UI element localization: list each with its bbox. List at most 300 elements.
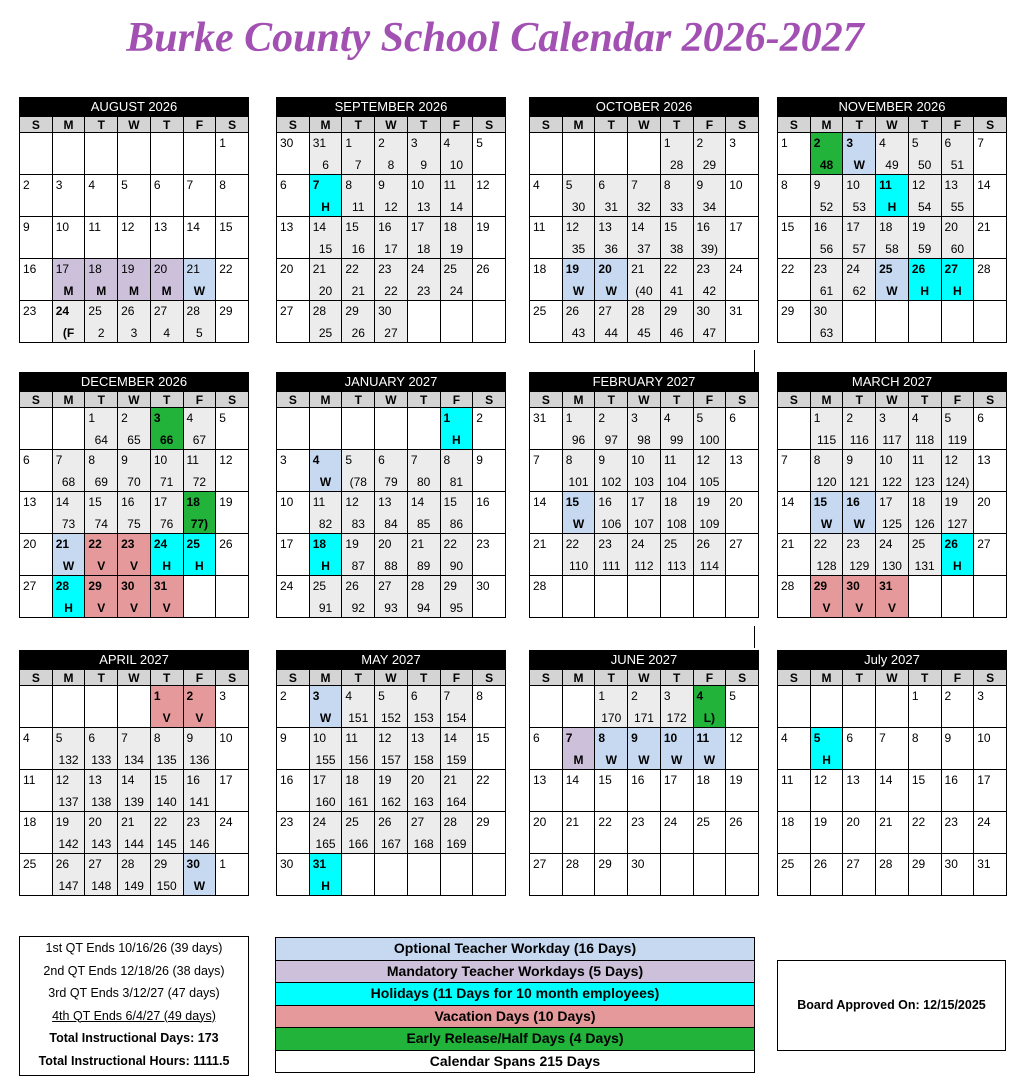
day-number: 8 (88, 453, 96, 467)
weekday-header: W (375, 392, 408, 408)
instructional-day-count: 55 (950, 200, 965, 214)
day-number: 26 (813, 857, 828, 871)
legend-vacation: Vacation Days (10 Days) (275, 1006, 755, 1029)
day-code: M (161, 284, 172, 298)
instructional-day-count: 133 (91, 753, 112, 767)
instructional-day-count: 92 (351, 601, 365, 615)
day-cell (908, 534, 941, 576)
day-number: 13 (378, 495, 392, 509)
instructional-day-count: 139 (123, 795, 144, 809)
instructional-day-count: 41 (669, 284, 684, 298)
day-cell (342, 175, 375, 217)
instructional-day-count: 71 (159, 475, 174, 489)
day-cell (440, 133, 473, 175)
day-cell (183, 728, 216, 770)
day-number: 28 (879, 857, 893, 871)
day-cell (974, 133, 1007, 175)
day-number: 17 (663, 773, 678, 787)
day-cell (843, 492, 876, 534)
day-cell (562, 492, 595, 534)
instructional-day-count: 31 (604, 200, 618, 214)
day-number: 4 (345, 689, 353, 703)
instructional-day-count: 52 (819, 200, 834, 214)
day-number: 21 (443, 773, 457, 787)
day-number: 17 (153, 495, 168, 509)
instructional-day-count: 26 (351, 326, 365, 340)
day-number: 27 (280, 304, 294, 318)
instructional-day-count: 100 (699, 433, 720, 447)
day-cell (309, 450, 342, 492)
day-cell (473, 217, 506, 259)
day-cell (908, 728, 941, 770)
day-cell (375, 301, 408, 343)
day-cell (843, 812, 876, 854)
day-cell (530, 175, 563, 217)
day-number: 10 (280, 495, 294, 509)
day-cell (843, 534, 876, 576)
day-code: H (195, 559, 204, 573)
weekday-header: T (342, 392, 375, 408)
day-number: 24 (729, 262, 743, 276)
day-cell (778, 133, 811, 175)
day-cell (309, 812, 342, 854)
instructional-day-count: 121 (849, 475, 870, 489)
day-cell (85, 854, 118, 896)
day-number: 23 (813, 262, 828, 276)
day-cell (309, 492, 342, 534)
instructional-day-count: 159 (446, 753, 467, 767)
instructional-day-count: 147 (58, 879, 79, 893)
day-cell (628, 534, 661, 576)
day-number: 20 (23, 537, 37, 551)
day-cell (216, 133, 249, 175)
instructional-day-count: 15 (318, 242, 333, 256)
day-cell (908, 175, 941, 217)
instructional-day-count: 167 (380, 837, 401, 851)
day-cell (85, 301, 118, 343)
weekday-header: T (843, 392, 876, 408)
day-cell (941, 770, 974, 812)
day-cell (375, 217, 408, 259)
day-number: 11 (23, 773, 36, 787)
weekday-header: F (693, 670, 726, 686)
empty-cell (974, 301, 1007, 343)
instructional-day-count: 13 (416, 200, 431, 214)
weekday-header: T (85, 670, 118, 686)
day-cell (693, 259, 726, 301)
day-number: 8 (476, 689, 483, 703)
empty-cell (375, 408, 408, 450)
day-cell (530, 301, 563, 343)
legend-calendar-span: Calendar Spans 215 Days (275, 1051, 755, 1074)
day-cell (660, 259, 693, 301)
day-cell (183, 770, 216, 812)
day-number: 6 (378, 453, 385, 467)
day-number: 28 (443, 815, 457, 829)
weekday-header: T (908, 117, 941, 133)
day-number: 15 (663, 220, 678, 234)
day-number: 3 (977, 689, 984, 703)
day-number: 6 (598, 178, 606, 192)
instructional-day-count: 142 (58, 837, 79, 851)
day-cell (562, 217, 595, 259)
instructional-day-count: 2 (97, 326, 105, 340)
instructional-day-count: 65 (127, 433, 141, 447)
day-number: 4 (781, 731, 788, 745)
weekday-header: T (407, 117, 440, 133)
instructional-day-count: 42 (702, 284, 717, 298)
day-number: 26 (696, 537, 710, 551)
instructional-day-count: 93 (384, 601, 398, 615)
day-number: 1 (598, 689, 606, 703)
instructional-day-count: 63 (819, 326, 834, 340)
day-cell (20, 812, 53, 854)
day-cell (628, 450, 661, 492)
day-cell (407, 450, 440, 492)
empty-cell (726, 576, 759, 618)
day-number: 16 (121, 495, 135, 509)
day-cell (52, 534, 85, 576)
day-number: 13 (944, 178, 958, 192)
day-cell (726, 301, 759, 343)
weekday-header: M (52, 117, 85, 133)
day-cell (562, 175, 595, 217)
day-number: 24 (410, 262, 425, 276)
day-number: 20 (977, 495, 991, 509)
day-cell (941, 408, 974, 450)
day-number: 3 (312, 689, 320, 703)
instructional-day-count: 4 (163, 326, 170, 340)
empty-cell (85, 133, 118, 175)
weekday-header: F (693, 392, 726, 408)
day-number: 15 (345, 220, 359, 234)
day-number: 18 (186, 495, 200, 509)
day-cell (216, 492, 249, 534)
instructional-day-count: 89 (416, 559, 431, 573)
day-code: H (953, 284, 962, 298)
day-number: 9 (23, 220, 30, 234)
empty-cell (530, 133, 563, 175)
instructional-day-count: 79 (384, 475, 398, 489)
instructional-day-count: 141 (189, 795, 210, 809)
weekday-header: F (183, 117, 216, 133)
day-cell (660, 450, 693, 492)
day-cell (183, 686, 216, 728)
instructional-day-count: 144 (123, 837, 144, 851)
day-number: 10 (153, 453, 168, 467)
day-cell (473, 812, 506, 854)
day-cell (974, 408, 1007, 450)
day-cell (778, 812, 811, 854)
day-number: 9 (280, 731, 287, 745)
instructional-day-count: 72 (192, 475, 207, 489)
weekday-header: T (85, 392, 118, 408)
day-cell (876, 217, 909, 259)
day-number: 20 (598, 262, 612, 276)
weekday-header: W (118, 392, 151, 408)
instructional-day-count: 112 (634, 559, 654, 573)
day-number: 12 (345, 495, 359, 509)
day-code: H (321, 200, 330, 214)
legend-optional-workday: Optional Teacher Workday (16 Days) (275, 937, 755, 961)
day-cell (628, 728, 661, 770)
day-code: V (195, 711, 204, 725)
empty-cell (342, 854, 375, 896)
day-cell (530, 812, 563, 854)
instructional-day-count: 60 (950, 242, 965, 256)
day-number: 26 (729, 815, 743, 829)
day-number: 25 (186, 537, 200, 551)
day-number: 7 (312, 178, 320, 192)
day-cell (908, 812, 941, 854)
day-number: 19 (696, 495, 710, 509)
instructional-day-count: 50 (917, 158, 932, 172)
instructional-day-count: 36 (604, 242, 618, 256)
day-cell (216, 728, 249, 770)
day-number: 30 (846, 579, 860, 593)
day-cell (843, 450, 876, 492)
empty-cell (52, 686, 85, 728)
weekday-header: S (473, 670, 506, 686)
day-number: 23 (121, 537, 135, 551)
day-cell (440, 450, 473, 492)
day-number: 19 (476, 220, 490, 234)
day-cell (726, 492, 759, 534)
weekday-header: M (52, 670, 85, 686)
day-cell (810, 534, 843, 576)
day-code: H (822, 753, 831, 767)
day-cell (473, 492, 506, 534)
day-cell (876, 450, 909, 492)
day-number: 6 (280, 178, 287, 192)
day-cell (908, 259, 941, 301)
day-cell (876, 728, 909, 770)
day-number: 4 (663, 411, 671, 425)
day-number: 10 (631, 453, 645, 467)
month-title: NOVEMBER 2026 (777, 97, 1007, 116)
day-cell (440, 408, 473, 450)
day-cell (693, 686, 726, 728)
day-number: 24 (312, 815, 327, 829)
day-code: V (162, 601, 171, 615)
month-block (19, 372, 249, 618)
day-number: 23 (846, 537, 860, 551)
day-number: 20 (729, 495, 743, 509)
day-number: 28 (565, 857, 580, 871)
instructional-day-count: 74 (94, 517, 108, 531)
day-number: 8 (813, 453, 821, 467)
day-cell (810, 450, 843, 492)
instructional-day-count: 94 (416, 601, 431, 615)
day-number: 14 (121, 773, 135, 787)
weekday-header: F (440, 117, 473, 133)
day-cell (52, 175, 85, 217)
day-number: 23 (631, 815, 645, 829)
empty-cell (726, 854, 759, 896)
day-cell (726, 534, 759, 576)
instructional-day-count: 10 (449, 158, 464, 172)
instructional-day-count: 170 (601, 711, 622, 725)
weekday-header: M (309, 670, 342, 686)
day-cell (52, 812, 85, 854)
weekday-header: S (216, 392, 249, 408)
instructional-day-count: 34 (702, 200, 717, 214)
day-number: 26 (944, 537, 958, 551)
instructional-day-count: 59 (917, 242, 932, 256)
weekday-header: S (277, 117, 310, 133)
day-number: 5 (121, 178, 128, 192)
day-number: 18 (312, 537, 327, 551)
day-number: 2 (186, 689, 194, 703)
weekday-header: S (216, 670, 249, 686)
day-cell (974, 450, 1007, 492)
day-number: 8 (345, 178, 353, 192)
weekday-header: W (375, 117, 408, 133)
day-cell (277, 450, 310, 492)
day-number: 18 (533, 262, 547, 276)
day-cell (941, 812, 974, 854)
day-cell (216, 854, 249, 896)
day-number: 21 (186, 262, 200, 276)
weekday-header: M (52, 392, 85, 408)
day-cell (342, 728, 375, 770)
day-number: 18 (663, 495, 678, 509)
weekday-header: W (118, 670, 151, 686)
day-number: 18 (781, 815, 795, 829)
instructional-day-count: 17 (384, 242, 398, 256)
day-cell (562, 812, 595, 854)
weekday-header: T (660, 117, 693, 133)
day-number: 6 (153, 178, 161, 192)
day-number: 17 (977, 773, 991, 787)
weekday-header: M (810, 670, 843, 686)
day-number: 3 (879, 411, 886, 425)
day-cell (843, 408, 876, 450)
day-code: H (64, 601, 73, 615)
day-number: 23 (696, 262, 710, 276)
day-number: 29 (813, 579, 828, 593)
day-number: 1 (781, 136, 788, 150)
weekday-header: S (974, 670, 1007, 686)
weekday-header: S (20, 392, 53, 408)
day-cell (407, 770, 440, 812)
day-code: V (162, 711, 171, 725)
instructional-day-count: 88 (384, 559, 398, 573)
day-number: 16 (476, 495, 490, 509)
day-code: V (855, 601, 864, 615)
day-cell (876, 854, 909, 896)
day-cell (309, 576, 342, 618)
day-cell (150, 408, 183, 450)
day-number: 4 (696, 689, 704, 703)
day-cell (876, 492, 909, 534)
day-cell (407, 217, 440, 259)
day-number: 10 (977, 731, 991, 745)
day-cell (778, 217, 811, 259)
instructional-day-count: 168 (413, 837, 434, 851)
empty-cell (660, 576, 693, 618)
empty-cell (908, 576, 941, 618)
day-number: 21 (121, 815, 135, 829)
day-number: 8 (781, 178, 788, 192)
day-cell (693, 492, 726, 534)
day-number: 2 (598, 411, 606, 425)
instructional-day-count: 5 (196, 326, 203, 340)
day-cell (530, 854, 563, 896)
day-cell (52, 217, 85, 259)
day-code: H (162, 559, 171, 573)
day-number: 22 (153, 815, 168, 829)
day-number: 13 (977, 453, 991, 467)
month-block (529, 650, 759, 896)
day-cell (118, 812, 151, 854)
legend-early-release: Early Release/Half Days (4 Days) (275, 1028, 755, 1051)
day-number: 28 (631, 304, 645, 318)
day-cell (52, 854, 85, 896)
day-number: 28 (312, 304, 327, 318)
instructional-day-count: 33 (669, 200, 684, 214)
instructional-day-count: 35 (571, 242, 586, 256)
weekday-header: W (118, 117, 151, 133)
day-cell (693, 728, 726, 770)
day-cell (20, 728, 53, 770)
day-cell (118, 301, 151, 343)
day-number: 15 (813, 495, 828, 509)
day-cell (628, 686, 661, 728)
day-number: 31 (312, 136, 327, 150)
day-number: 16 (280, 773, 294, 787)
total-instructional-hours: Total Instructional Hours: 1111.5 (38, 1053, 230, 1068)
instructional-day-count: 87 (351, 559, 365, 573)
day-cell (778, 728, 811, 770)
day-cell (440, 534, 473, 576)
day-number: 1 (565, 411, 573, 425)
day-number: 4 (186, 411, 194, 425)
instructional-day-count: 45 (637, 326, 651, 340)
weekday-header: T (595, 117, 628, 133)
day-number: 1 (663, 136, 671, 150)
weekday-header: F (183, 670, 216, 686)
day-cell (693, 450, 726, 492)
day-cell (974, 854, 1007, 896)
day-number: 21 (533, 537, 547, 551)
instructional-day-count: 19 (449, 242, 464, 256)
day-cell (342, 770, 375, 812)
day-number: 25 (443, 262, 457, 276)
instructional-day-count: 105 (699, 475, 720, 489)
day-cell (277, 133, 310, 175)
day-number: 29 (219, 304, 233, 318)
day-number: 16 (186, 773, 200, 787)
day-number: 19 (813, 815, 828, 829)
day-cell (309, 175, 342, 217)
day-number: 25 (23, 857, 37, 871)
instructional-day-count: 43 (571, 326, 586, 340)
empty-cell (693, 576, 726, 618)
day-number: 1 (219, 857, 226, 871)
day-code: W (820, 517, 833, 531)
day-cell (726, 686, 759, 728)
day-cell (309, 686, 342, 728)
day-number: 6 (944, 136, 952, 150)
day-number: 1 (911, 689, 919, 703)
instructional-day-count: 22 (384, 284, 398, 298)
day-code: 77) (190, 517, 209, 531)
day-number: 21 (879, 815, 893, 829)
weekday-header: S (726, 670, 759, 686)
day-cell (530, 770, 563, 812)
day-number: 27 (846, 857, 860, 871)
